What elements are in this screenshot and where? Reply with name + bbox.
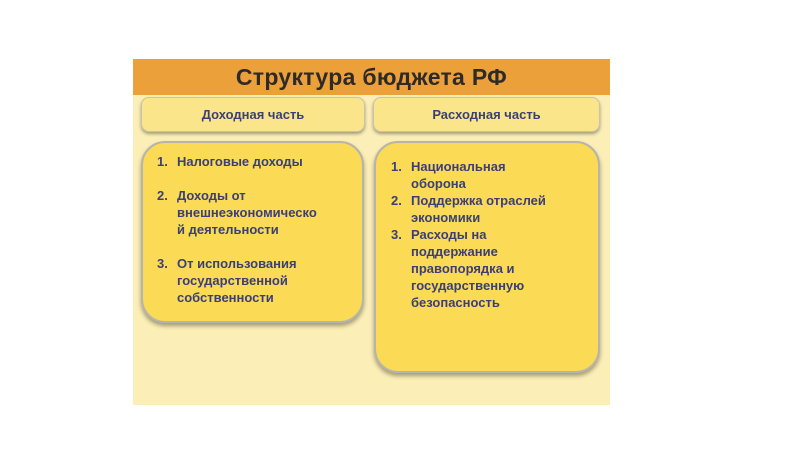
income-item-line: государственной (177, 273, 288, 288)
page-title: Структура бюджета РФ (235, 63, 508, 90)
income-list (157, 153, 356, 306)
income-header-label: Доходная часть (201, 107, 305, 122)
expense-item-line: государственную (411, 278, 525, 293)
income-item-1 (157, 153, 356, 170)
income-item-text (177, 153, 356, 170)
expense-item-line: Поддержка отраслей (411, 193, 546, 208)
income-item-line: внешнеэкономическо (177, 205, 317, 220)
expense-item-1 (391, 158, 592, 192)
expense-item-2 (391, 192, 592, 226)
income-item-line: Доходы от (177, 188, 246, 203)
income-header (141, 97, 365, 132)
expense-item-line: Национальная (411, 159, 506, 174)
income-item-text (177, 255, 356, 306)
expense-item-line: поддержание (411, 244, 498, 259)
budget-structure-slide (133, 59, 610, 405)
expense-header-label: Расходная часть (432, 107, 541, 122)
title-bar (133, 59, 610, 95)
income-item-line: От использования (177, 256, 297, 271)
expense-item-line: экономики (411, 210, 481, 225)
expense-item-line: безопасность (411, 295, 500, 310)
expense-item-line: Расходы на (411, 227, 487, 242)
income-item-text (177, 187, 356, 238)
expense-item-text (411, 192, 592, 226)
expense-item-line: правопорядка и (411, 261, 515, 276)
expense-item-number: 3. (391, 227, 402, 242)
expense-list (391, 158, 592, 311)
income-item-number: 3. (157, 256, 168, 271)
income-item-2 (157, 187, 356, 238)
income-item-line: собственности (177, 290, 274, 305)
expense-box (374, 141, 600, 373)
income-item-line: й деятельности (177, 222, 279, 237)
expense-header (373, 97, 600, 132)
expense-item-text (411, 158, 592, 192)
income-item-number: 1. (157, 154, 168, 169)
income-item-line: Налоговые доходы (177, 154, 303, 169)
expense-item-3 (391, 226, 592, 311)
expense-item-line: оборона (411, 176, 466, 191)
income-item-number: 2. (157, 188, 168, 203)
income-item-3 (157, 255, 356, 306)
income-box (141, 141, 364, 323)
expense-item-number: 2. (391, 193, 402, 208)
expense-item-number: 1. (391, 159, 402, 174)
expense-item-text (411, 226, 592, 311)
